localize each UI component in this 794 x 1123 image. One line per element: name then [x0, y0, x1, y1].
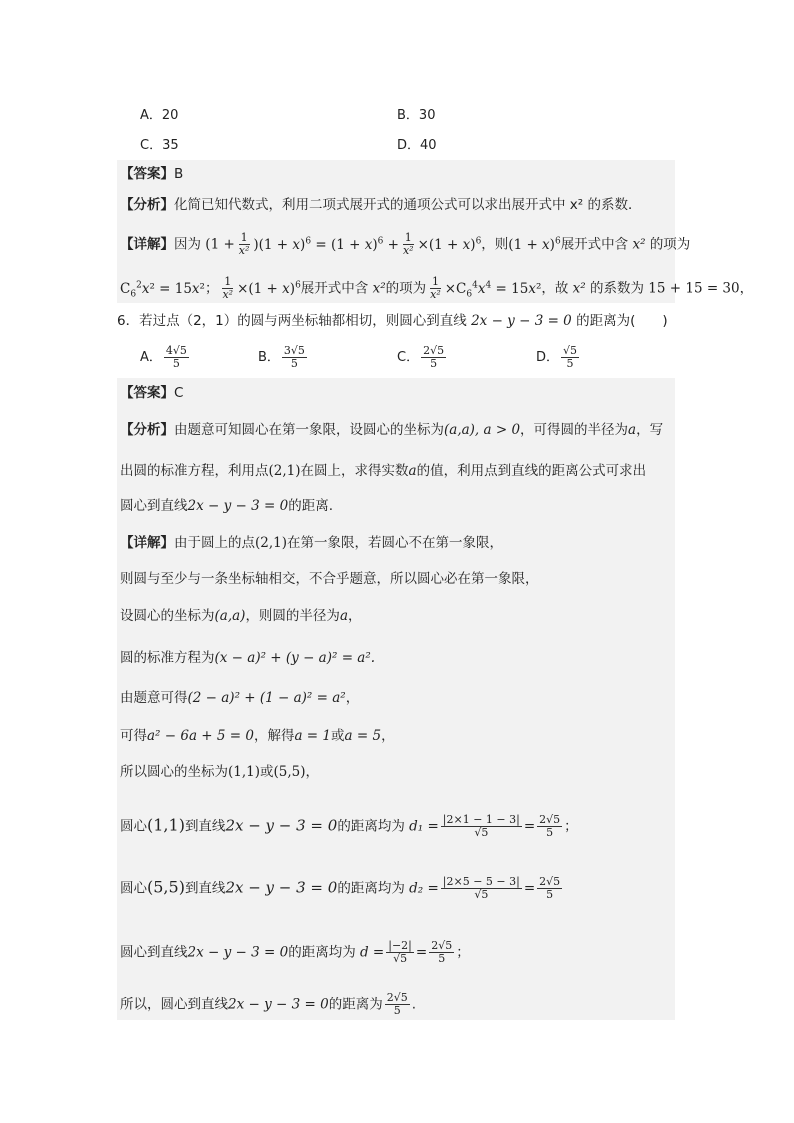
formula: $(1 + x)^6$ — [508, 236, 561, 253]
q6-option-d — [536, 345, 581, 370]
formula: (1,1) — [147, 815, 185, 835]
detail-text: 到直线 — [184, 818, 226, 835]
answer-tag: 【答案】 — [120, 166, 174, 182]
analysis-text: ，可得圆的半径为 — [520, 422, 629, 438]
analysis-text: 的距离. — [288, 498, 333, 514]
detail-text: 圆的标准方程为 — [120, 650, 215, 666]
formula: )$(1 + x)^6 = (1 + x)^6$ + — [253, 236, 399, 253]
formula: (1 + — [205, 236, 235, 253]
q5-answer — [120, 165, 183, 183]
q5-option-a: A．20 — [140, 108, 179, 123]
detail-text: ，则 — [481, 236, 509, 253]
fraction: $\frac{2√5}{5}$ — [431, 939, 453, 965]
q6-detail-line9 — [120, 876, 564, 901]
fraction: $\frac{√5}{5}$ — [563, 344, 578, 370]
q5-detail-line1 — [120, 232, 690, 257]
formula: $C_6^2x^2 = 15x^2$ — [120, 280, 205, 300]
answer-text: C — [174, 385, 184, 401]
detail-text: ，则圆的半径为 — [245, 608, 340, 624]
formula: 2x − y − 3 = 0 — [225, 816, 338, 835]
analysis-text: 出圆的标准方程，利用点 — [120, 463, 269, 479]
q6-detail-line7 — [120, 763, 319, 781]
q6-detail-line5 — [120, 689, 359, 707]
q6-detail-line1 — [120, 534, 503, 552]
formula: (5,5) — [147, 877, 185, 897]
q6-detail-line2 — [120, 570, 539, 588]
analysis-text: 由题意可知圆心在第一象限，设圆心的坐标为 — [174, 422, 444, 438]
formula: (a,a), a > 0 — [444, 422, 521, 438]
fraction: $\frac{1}{\text{x²}}$ — [402, 231, 414, 257]
detail-tag: 【详解】 — [120, 535, 174, 551]
fraction: $\frac{2√5}{5}$ — [539, 875, 561, 901]
q5-option-d: D．40 — [397, 138, 437, 153]
answer-tag: 【答案】 — [120, 385, 174, 401]
fraction: $\frac{|2\times 5 - 5 - 3|}{√5}$ — [442, 875, 520, 901]
fraction: $\frac{|2\times 1 - 1 - 3|}{√5}$ — [442, 813, 520, 839]
fraction: $\frac{2√5}{5}$ — [386, 991, 408, 1017]
option-label: D． — [536, 350, 560, 365]
formula: 2x − y − 3 = 0 — [225, 878, 338, 897]
q5-option-c: C．35 — [140, 138, 179, 153]
formula: (5,5) — [273, 764, 306, 780]
formula: 2x − y − 3 = 0 — [471, 313, 572, 329]
q6-option-b — [258, 345, 309, 370]
detail-text: 圆心 — [120, 880, 147, 897]
detail-text: ； — [204, 280, 219, 297]
analysis-text: 在圆上，求得实数 — [300, 463, 409, 479]
formula: (x − a)² + (y − a)² = a². — [214, 650, 376, 666]
analysis-text: ，写 — [636, 422, 664, 438]
detail-text: 则圆与至少与一条坐标轴相交，不合乎题意，所以圆心必在第一象限， — [120, 571, 539, 587]
formula: 15 + 15 = 30 — [648, 280, 740, 297]
fraction: $\frac{|-2|}{√5}$ — [388, 939, 412, 965]
q5-detail-line2 — [120, 276, 753, 303]
detail-text: 的项为 — [385, 280, 427, 297]
detail-tag: 【详解】 — [120, 236, 174, 253]
q6-option-c — [397, 345, 448, 370]
analysis-tag: 【分析】 — [120, 422, 174, 438]
option-label: C． — [397, 350, 420, 365]
analysis-tag: 【分析】 — [120, 197, 174, 213]
q6-analysis-line3 — [120, 497, 333, 515]
q6-detail-line6 — [120, 727, 395, 745]
fraction: $\frac{3√5}{5}$ — [283, 344, 305, 370]
question-text: 6．若过点（2，1）的圆与两坐标轴都相切，则圆心到直线 — [117, 313, 467, 329]
detail-text: 圆心到直线 — [120, 944, 188, 961]
q6-detail-line10 — [120, 940, 470, 965]
detail-text: 设圆心的坐标为 — [120, 608, 215, 624]
formula: a — [339, 608, 348, 624]
detail-text: 圆心 — [120, 818, 147, 835]
option-label: A． — [140, 350, 162, 365]
formula: d₁ = — [409, 818, 439, 835]
detail-text: ； — [456, 944, 470, 961]
analysis-text: 化简已知代数式，利用二项式展开式的通项公式可以求出展开式中 x² 的系数． — [174, 197, 642, 213]
formula: = — [523, 880, 536, 897]
fraction: $\frac{1}{\text{x²}}$ — [430, 275, 441, 301]
detail-text: 的距离均为 — [337, 880, 405, 897]
formula: d = — [360, 944, 385, 961]
q6-stem — [117, 312, 668, 330]
analysis-text: 圆心到直线 — [120, 498, 188, 514]
detail-text: ， — [345, 690, 360, 706]
option-label: B． — [258, 350, 280, 365]
detail-text: ，故 — [541, 280, 569, 297]
formula: x² — [632, 236, 646, 253]
q6-detail-line4 — [120, 649, 375, 667]
formula: (2,1) — [255, 535, 288, 551]
formula: 2x − y − 3 = 0 — [187, 944, 289, 961]
formula: a² − 6a + 5 = 0 — [147, 728, 254, 744]
analysis-text: 的值，利用点到直线的距离公式可求出 — [416, 463, 647, 479]
q6-analysis-line2 — [120, 462, 646, 480]
detail-text: ， — [381, 728, 395, 744]
q6-answer — [120, 384, 183, 402]
detail-text: 所以圆心的坐标为 — [120, 764, 228, 780]
detail-text: 的系数为 — [589, 280, 644, 297]
formula: d₂ = — [409, 880, 439, 897]
detail-text: 到直线 — [184, 880, 226, 897]
detail-text: 展开式中含 — [560, 236, 629, 253]
detail-text: 所以，圆心到直线 — [120, 996, 228, 1013]
answer-text: B — [174, 166, 184, 182]
detail-text: 由题意可得 — [120, 690, 188, 706]
formula: a — [628, 422, 637, 438]
formula: a — [408, 463, 417, 479]
q5-option-b: B．30 — [397, 108, 436, 123]
formula: 2x − y − 3 = 0 — [228, 996, 329, 1013]
formula: a = 5 — [344, 728, 382, 744]
q6-detail-line11 — [120, 992, 416, 1017]
formula: = — [523, 818, 536, 835]
formula: $\times(1 + x)^6$ — [237, 280, 301, 297]
detail-text: 或 — [331, 728, 345, 744]
detail-text: ， — [739, 280, 754, 297]
formula: (2 − a)² + (1 − a)² = a² — [187, 690, 346, 706]
detail-text: 的距离为 — [328, 996, 383, 1013]
detail-text: 可得 — [120, 728, 147, 744]
fraction: $\frac{1}{\text{x²}}$ — [238, 231, 250, 257]
formula: a = 1 — [294, 728, 332, 744]
detail-text: ， — [348, 608, 362, 624]
formula: x² — [372, 280, 386, 297]
detail-text: 或 — [260, 764, 274, 780]
formula: (1,1) — [228, 764, 261, 780]
detail-text: 的项为 — [649, 236, 691, 253]
q6-analysis-line1 — [120, 421, 663, 439]
q6-detail-line3 — [120, 607, 362, 625]
detail-text: 因为 — [174, 236, 201, 253]
detail-text: 在第一象限，若圆心不在第一象限， — [287, 535, 504, 551]
fraction: $\frac{4√5}{5}$ — [165, 344, 187, 370]
fraction: $\frac{2√5}{5}$ — [539, 813, 561, 839]
formula: (2,1) — [268, 463, 301, 479]
q6-option-a — [140, 345, 191, 370]
detail-text: ， — [305, 764, 320, 780]
formula: 2x − y − 3 = 0 — [187, 498, 289, 514]
formula: x² — [572, 280, 586, 297]
q5-analysis — [120, 196, 641, 214]
fraction: $\frac{2√5}{5}$ — [423, 344, 445, 370]
detail-text: ； — [564, 818, 578, 835]
formula: = — [415, 944, 428, 961]
detail-text: 由于圆上的点 — [174, 535, 255, 551]
formula: $\times C_6^4x^4 = 15x^2$ — [444, 280, 542, 300]
detail-text: ，解得 — [253, 728, 295, 744]
detail-text: . — [411, 996, 417, 1013]
detail-text: 的距离均为 — [288, 944, 356, 961]
question-text: 的距离为( ) — [576, 313, 668, 329]
detail-text: 的距离均为 — [337, 818, 405, 835]
detail-text: 展开式中含 — [300, 280, 369, 297]
q6-detail-line8 — [120, 814, 578, 839]
formula: $\times(1 + x)^6$ — [417, 236, 482, 253]
fraction: $\frac{1}{\text{x²}}$ — [222, 275, 234, 301]
formula: (a,a) — [214, 608, 246, 624]
